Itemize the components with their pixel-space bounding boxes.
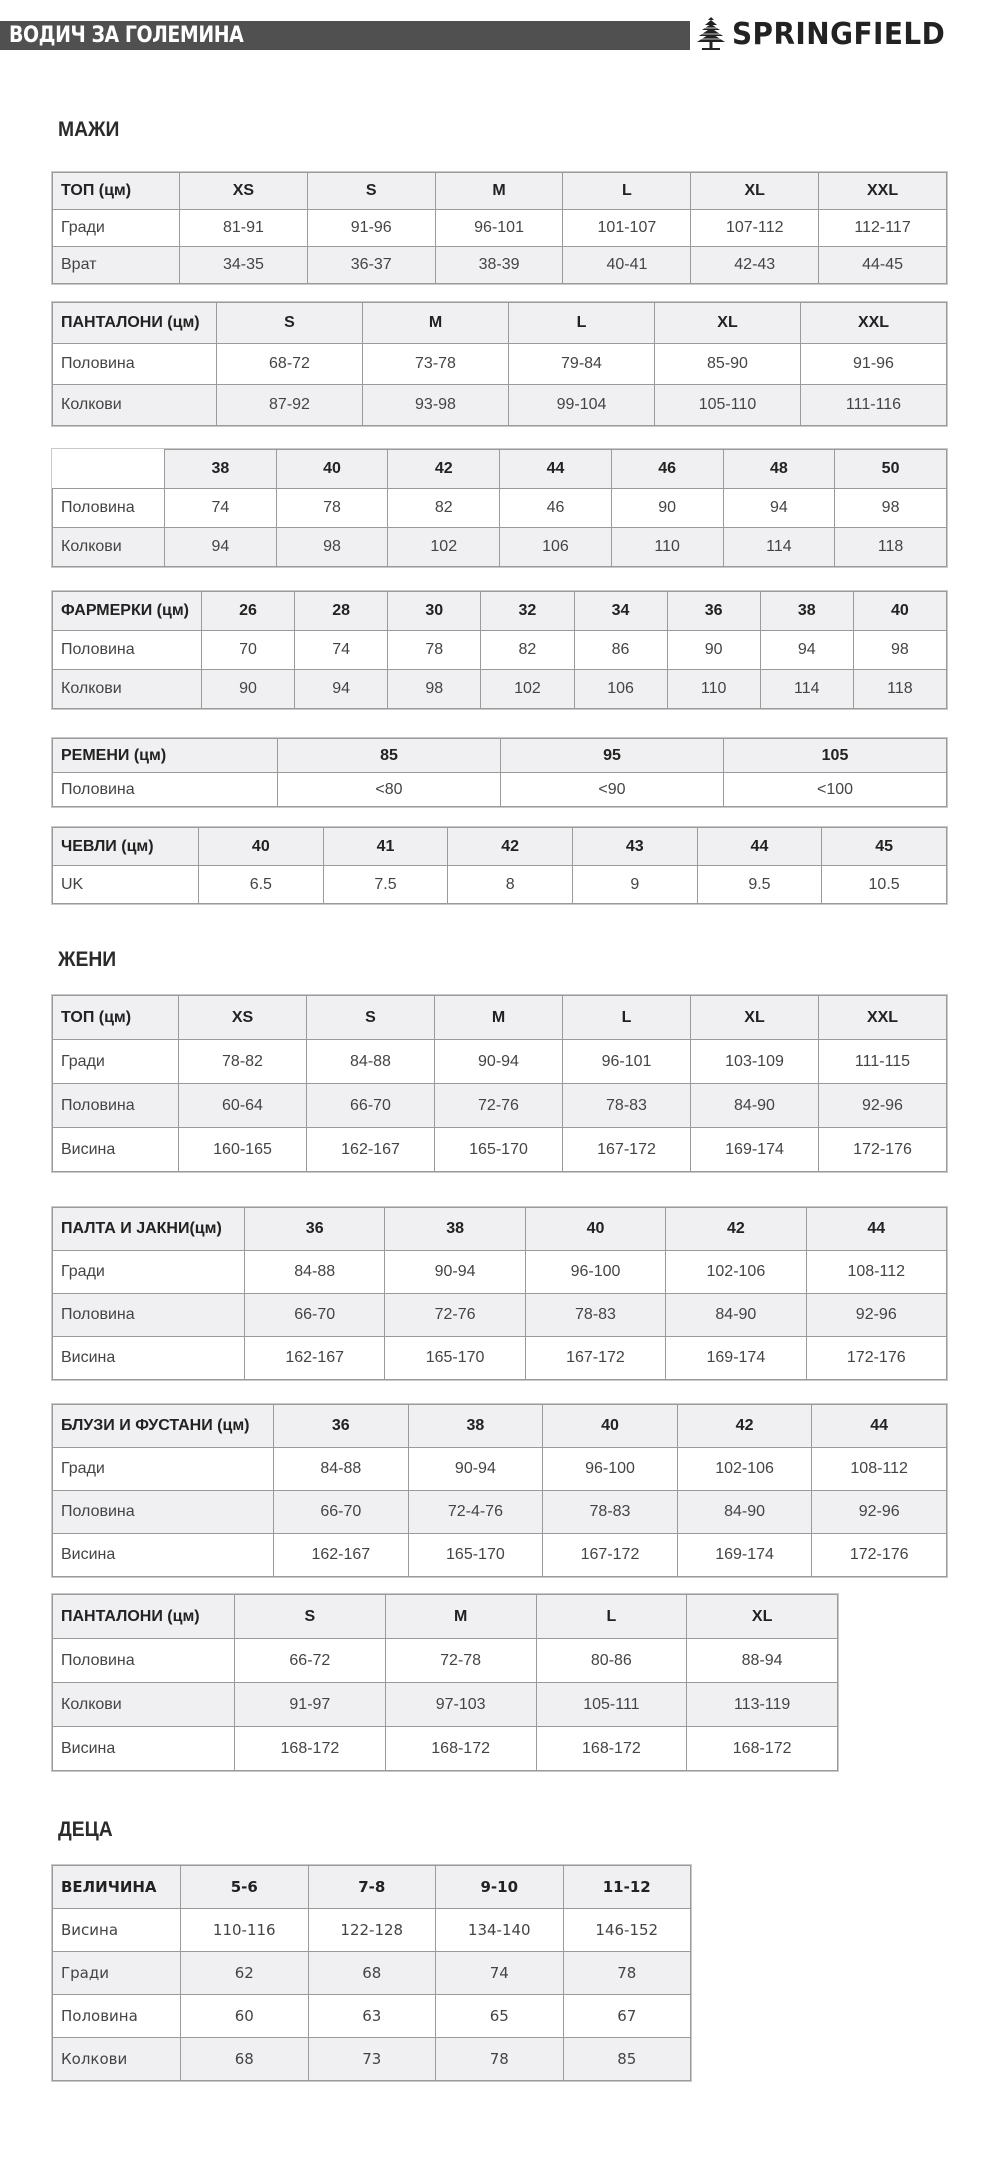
measurement-cell: 91-96	[307, 210, 435, 247]
size-header-cell: 46	[611, 450, 723, 489]
measurement-cell: 160-165	[179, 1128, 307, 1172]
measurement-cell: 78-83	[543, 1491, 678, 1534]
section-title-men: МАЖИ	[58, 118, 120, 141]
measurement-cell: 172-176	[806, 1337, 946, 1380]
row-label-cell: Висина	[53, 1337, 245, 1380]
size-header-cell: 43	[572, 828, 697, 866]
measurement-cell: 36-37	[307, 247, 435, 284]
measurement-cell: 82	[481, 631, 574, 670]
measurement-cell: 78	[436, 2038, 564, 2081]
row-label-cell: Гради	[53, 1952, 181, 1995]
measurement-cell: 60	[181, 1995, 309, 2038]
row-label-cell: Колкови	[53, 385, 217, 426]
measurement-cell: 92-96	[806, 1294, 946, 1337]
measurement-cell: 114	[760, 670, 853, 709]
table-header-row	[53, 1405, 947, 1448]
row-label-cell: Половина	[53, 1995, 181, 2038]
measurement-cell: 86	[574, 631, 667, 670]
measurement-cell: 165-170	[408, 1534, 543, 1577]
size-header-cell: 34	[574, 592, 667, 631]
table-title-cell: ЧЕВЛИ (цм)	[53, 828, 199, 866]
size-header-cell: 44	[697, 828, 822, 866]
measurement-cell: 62	[181, 1952, 309, 1995]
size-header-cell: L	[563, 996, 691, 1040]
measurement-cell: 168-172	[385, 1727, 536, 1771]
size-header-cell: XXL	[819, 996, 947, 1040]
measurement-cell: 99-104	[509, 385, 655, 426]
measurement-cell: 72-76	[435, 1084, 563, 1128]
row-label-cell: Колкови	[53, 670, 202, 709]
row-label-cell: Половина	[53, 1491, 274, 1534]
size-header-cell: XL	[687, 1595, 838, 1639]
table-row	[53, 1683, 838, 1727]
table-row	[53, 385, 947, 426]
table-header-row	[53, 996, 947, 1040]
measurement-cell: 42-43	[691, 247, 819, 284]
table-header-row	[53, 592, 947, 631]
measurement-cell: 105-110	[655, 385, 801, 426]
size-header-cell: 30	[388, 592, 481, 631]
size-header-cell: 38	[408, 1405, 543, 1448]
size-header-cell: XXL	[819, 173, 947, 210]
row-label-cell: Висина	[53, 1727, 235, 1771]
measurement-cell: 98	[276, 528, 388, 567]
table-row	[53, 1294, 947, 1337]
measurement-cell: 85	[563, 2038, 691, 2081]
row-label-cell: Половина	[53, 1294, 245, 1337]
size-header-cell: 40	[853, 592, 946, 631]
table-title-cell: ФАРМЕРКИ (цм)	[53, 592, 202, 631]
size-header-cell: S	[235, 1595, 386, 1639]
measurement-cell: 169-174	[666, 1337, 806, 1380]
table-row	[53, 866, 947, 904]
size-header-cell: 40	[199, 828, 324, 866]
size-header-cell: S	[307, 996, 435, 1040]
size-header-cell: XS	[179, 996, 307, 1040]
measurement-cell: 98	[835, 489, 947, 528]
size-header-cell: 42	[388, 450, 500, 489]
measurement-cell: 65	[436, 1995, 564, 2038]
measurement-cell: 68	[181, 2038, 309, 2081]
row-label-cell: Колкови	[53, 2038, 181, 2081]
size-header-cell: 85	[278, 739, 501, 773]
measurement-cell: 110	[667, 670, 760, 709]
measurement-cell: 74	[165, 489, 277, 528]
women-top-table	[52, 995, 947, 1172]
measurement-cell: 108-112	[806, 1251, 946, 1294]
size-header-cell: 11-12	[563, 1866, 691, 1909]
measurement-cell: 68	[308, 1952, 436, 1995]
row-label-cell: Гради	[53, 1251, 245, 1294]
table-header-row	[53, 1208, 947, 1251]
table-title-cell: ТОП (цм)	[53, 996, 179, 1040]
table-row	[53, 1727, 838, 1771]
measurement-cell: 66-70	[245, 1294, 385, 1337]
measurement-cell: 90-94	[385, 1251, 525, 1294]
size-header-cell: 44	[500, 450, 612, 489]
measurement-cell: 66-70	[307, 1084, 435, 1128]
measurement-cell: 169-174	[677, 1534, 812, 1577]
measurement-cell: 111-115	[819, 1040, 947, 1084]
size-header-cell: 44	[812, 1405, 947, 1448]
table-row	[53, 1952, 691, 1995]
women-pants-table	[52, 1594, 838, 1771]
measurement-cell: 101-107	[563, 210, 691, 247]
table-title-cell: ТОП (цм)	[53, 173, 180, 210]
measurement-cell: 93-98	[363, 385, 509, 426]
row-label-cell: Висина	[53, 1534, 274, 1577]
measurement-cell: 96-101	[563, 1040, 691, 1084]
table-row	[53, 773, 947, 807]
measurement-cell: 78	[388, 631, 481, 670]
measurement-cell: 92-96	[819, 1084, 947, 1128]
row-label-cell: Гради	[53, 1040, 179, 1084]
size-header-cell: 7-8	[308, 1866, 436, 1909]
brand-name: SPRINGFIELD	[732, 16, 946, 52]
table-row	[53, 1128, 947, 1172]
table-title-cell: ПАНТАЛОНИ (цм)	[53, 1595, 235, 1639]
size-header-cell: S	[217, 303, 363, 344]
measurement-cell: 66-70	[274, 1491, 409, 1534]
row-label-cell: Гради	[53, 1448, 274, 1491]
size-header-cell: M	[385, 1595, 536, 1639]
size-header-cell: XL	[691, 173, 819, 210]
measurement-cell: 91-97	[235, 1683, 386, 1727]
page-title: ВОДИЧ ЗА ГОЛЕМИНА	[9, 23, 244, 48]
size-header-cell: 40	[276, 450, 388, 489]
measurement-cell: 63	[308, 1995, 436, 2038]
size-header-cell: 105	[724, 739, 947, 773]
women-coats-table	[52, 1207, 947, 1380]
row-label-cell: Половина	[53, 344, 217, 385]
measurement-cell: 9	[572, 866, 697, 904]
table-row	[53, 1251, 947, 1294]
table-title-cell: ПАЛТА И ЈАКНИ(цм)	[53, 1208, 245, 1251]
measurement-cell: 96-101	[435, 210, 563, 247]
measurement-cell: 102-106	[666, 1251, 806, 1294]
size-header-cell: 26	[202, 592, 295, 631]
measurement-cell: 97-103	[385, 1683, 536, 1727]
measurement-cell: 78-83	[563, 1084, 691, 1128]
size-header-cell: M	[363, 303, 509, 344]
size-header-cell: XL	[691, 996, 819, 1040]
measurement-cell: 90	[611, 489, 723, 528]
measurement-cell: 168-172	[235, 1727, 386, 1771]
table-title-cell	[53, 450, 165, 489]
measurement-cell: 162-167	[307, 1128, 435, 1172]
measurement-cell: 84-88	[245, 1251, 385, 1294]
size-header-cell: 5-6	[181, 1866, 309, 1909]
measurement-cell: 60-64	[179, 1084, 307, 1128]
measurement-cell: 114	[723, 528, 835, 567]
table-title-cell: ВЕЛИЧИНА	[53, 1866, 181, 1909]
size-header-cell: 44	[806, 1208, 946, 1251]
measurement-cell: 78	[563, 1952, 691, 1995]
table-row	[53, 1491, 947, 1534]
table-row	[53, 528, 947, 567]
row-label-cell: Колкови	[53, 1683, 235, 1727]
measurement-cell: 79-84	[509, 344, 655, 385]
measurement-cell: 34-35	[180, 247, 308, 284]
table-row	[53, 1995, 691, 2038]
measurement-cell: 111-116	[801, 385, 947, 426]
size-header-cell: 42	[448, 828, 573, 866]
measurement-cell: 168-172	[687, 1727, 838, 1771]
size-header-cell: 48	[723, 450, 835, 489]
measurement-cell: 84-90	[691, 1084, 819, 1128]
table-header-row	[53, 450, 947, 489]
table-row	[53, 489, 947, 528]
measurement-cell: 90-94	[435, 1040, 563, 1084]
kids-table	[52, 1865, 691, 2081]
size-header-cell: 95	[501, 739, 724, 773]
measurement-cell: 108-112	[812, 1448, 947, 1491]
measurement-cell: 102-106	[677, 1448, 812, 1491]
measurement-cell: 81-91	[180, 210, 308, 247]
size-header-cell: L	[563, 173, 691, 210]
size-header-cell: XL	[655, 303, 801, 344]
table-row	[53, 2038, 691, 2081]
table-row	[53, 1639, 838, 1683]
measurement-cell: 134-140	[436, 1909, 564, 1952]
table-row	[53, 1448, 947, 1491]
size-header-cell: M	[435, 996, 563, 1040]
measurement-cell: 84-88	[307, 1040, 435, 1084]
row-label-cell: Колкови	[53, 528, 165, 567]
measurement-cell: 162-167	[274, 1534, 409, 1577]
measurement-cell: 165-170	[385, 1337, 525, 1380]
measurement-cell: 94	[295, 670, 388, 709]
measurement-cell: 165-170	[435, 1128, 563, 1172]
table-title-cell: РЕМЕНИ (цм)	[53, 739, 278, 773]
section-title-women: ЖЕНИ	[58, 948, 117, 971]
measurement-cell: <100	[724, 773, 947, 807]
row-label-cell: UK	[53, 866, 199, 904]
measurement-cell: 91-96	[801, 344, 947, 385]
row-label-cell: Висина	[53, 1909, 181, 1952]
row-label-cell: Висина	[53, 1128, 179, 1172]
measurement-cell: 90	[667, 631, 760, 670]
measurement-cell: 169-174	[691, 1128, 819, 1172]
size-header-cell: 32	[481, 592, 574, 631]
size-header-cell: S	[307, 173, 435, 210]
table-row	[53, 344, 947, 385]
row-label-cell: Половина	[53, 631, 202, 670]
table-row	[53, 1909, 691, 1952]
table-header-row	[53, 303, 947, 344]
measurement-cell: 73-78	[363, 344, 509, 385]
size-header-cell: 38	[385, 1208, 525, 1251]
brand-logo	[694, 14, 961, 54]
measurement-cell: 78	[276, 489, 388, 528]
size-header-cell: 42	[666, 1208, 806, 1251]
measurement-cell: 84-90	[666, 1294, 806, 1337]
measurement-cell: 84-88	[274, 1448, 409, 1491]
table-row	[53, 247, 947, 284]
measurement-cell: 7.5	[323, 866, 448, 904]
row-label-cell: Гради	[53, 210, 180, 247]
size-header-cell: 36	[274, 1405, 409, 1448]
measurement-cell: 118	[835, 528, 947, 567]
measurement-cell: 110-116	[181, 1909, 309, 1952]
table-header-row	[53, 739, 947, 773]
measurement-cell: 103-109	[691, 1040, 819, 1084]
measurement-cell: 10.5	[822, 866, 947, 904]
measurement-cell: 68-72	[217, 344, 363, 385]
measurement-cell: 106	[574, 670, 667, 709]
table-row	[53, 210, 947, 247]
measurement-cell: 92-96	[812, 1491, 947, 1534]
measurement-cell: 6.5	[199, 866, 324, 904]
size-header-cell: 28	[295, 592, 388, 631]
measurement-cell: 168-172	[536, 1727, 687, 1771]
size-header-cell: L	[509, 303, 655, 344]
size-header-cell: 36	[667, 592, 760, 631]
table-header-row	[53, 828, 947, 866]
measurement-cell: 102	[481, 670, 574, 709]
table-row	[53, 1040, 947, 1084]
measurement-cell: 44-45	[819, 247, 947, 284]
measurement-cell: 87-92	[217, 385, 363, 426]
measurement-cell: 72-76	[385, 1294, 525, 1337]
measurement-cell: 90-94	[408, 1448, 543, 1491]
size-header-cell: L	[536, 1595, 687, 1639]
table-row	[53, 1337, 947, 1380]
measurement-cell: 46	[500, 489, 612, 528]
measurement-cell: 88-94	[687, 1639, 838, 1683]
measurement-cell: 90	[202, 670, 295, 709]
measurement-cell: 67	[563, 1995, 691, 2038]
measurement-cell: 167-172	[563, 1128, 691, 1172]
size-header-cell: 38	[165, 450, 277, 489]
section-title-kids: ДЕЦА	[58, 1818, 113, 1841]
men-shoes-table	[52, 827, 947, 904]
measurement-cell: 70	[202, 631, 295, 670]
row-label-cell: Половина	[53, 1084, 179, 1128]
men-belts-table	[52, 738, 947, 807]
measurement-cell: 96-100	[525, 1251, 665, 1294]
size-header-cell: 38	[760, 592, 853, 631]
men-pants-numeric-table	[52, 449, 947, 567]
measurement-cell: 78-83	[525, 1294, 665, 1337]
row-label-cell: Врат	[53, 247, 180, 284]
size-header-cell: M	[435, 173, 563, 210]
table-title-cell: ПАНТАЛОНИ (цм)	[53, 303, 217, 344]
measurement-cell: 98	[853, 631, 946, 670]
men-top-table	[52, 172, 947, 284]
measurement-cell: 8	[448, 866, 573, 904]
size-header-cell: 42	[677, 1405, 812, 1448]
measurement-cell: 167-172	[525, 1337, 665, 1380]
size-header-cell: 40	[543, 1405, 678, 1448]
measurement-cell: 94	[165, 528, 277, 567]
measurement-cell: 162-167	[245, 1337, 385, 1380]
table-header-row	[53, 1866, 691, 1909]
measurement-cell: <80	[278, 773, 501, 807]
measurement-cell: 40-41	[563, 247, 691, 284]
table-row	[53, 631, 947, 670]
measurement-cell: 110	[611, 528, 723, 567]
measurement-cell: 82	[388, 489, 500, 528]
row-label-cell: Половина	[53, 1639, 235, 1683]
table-row	[53, 1084, 947, 1128]
measurement-cell: 102	[388, 528, 500, 567]
measurement-cell: <90	[501, 773, 724, 807]
measurement-cell: 78-82	[179, 1040, 307, 1084]
size-header-cell: 9-10	[436, 1866, 564, 1909]
measurement-cell: 118	[853, 670, 946, 709]
measurement-cell: 94	[723, 489, 835, 528]
measurement-cell: 74	[295, 631, 388, 670]
measurement-cell: 74	[436, 1952, 564, 1995]
measurement-cell: 107-112	[691, 210, 819, 247]
measurement-cell: 172-176	[812, 1534, 947, 1577]
size-header-cell: 45	[822, 828, 947, 866]
table-title-cell: БЛУЗИ И ФУСТАНИ (цм)	[53, 1405, 274, 1448]
size-header-cell: 36	[245, 1208, 385, 1251]
measurement-cell: 96-100	[543, 1448, 678, 1491]
row-label-cell: Половина	[53, 489, 165, 528]
measurement-cell: 113-119	[687, 1683, 838, 1727]
measurement-cell: 105-111	[536, 1683, 687, 1727]
measurement-cell: 112-117	[819, 210, 947, 247]
table-row	[53, 1534, 947, 1577]
women-blouses-table	[52, 1404, 947, 1577]
measurement-cell: 98	[388, 670, 481, 709]
measurement-cell: 80-86	[536, 1639, 687, 1683]
size-header-cell: 41	[323, 828, 448, 866]
tree-icon	[694, 15, 728, 53]
measurement-cell: 106	[500, 528, 612, 567]
measurement-cell: 94	[760, 631, 853, 670]
table-row	[53, 670, 947, 709]
measurement-cell: 122-128	[308, 1909, 436, 1952]
table-header-row	[53, 173, 947, 210]
size-header-cell: XXL	[801, 303, 947, 344]
men-pants-table	[52, 302, 947, 426]
measurement-cell: 73	[308, 2038, 436, 2081]
measurement-cell: 72-4-76	[408, 1491, 543, 1534]
measurement-cell: 146-152	[563, 1909, 691, 1952]
measurement-cell: 167-172	[543, 1534, 678, 1577]
measurement-cell: 84-90	[677, 1491, 812, 1534]
measurement-cell: 9.5	[697, 866, 822, 904]
size-header-cell: XS	[180, 173, 308, 210]
measurement-cell: 66-72	[235, 1639, 386, 1683]
measurement-cell: 172-176	[819, 1128, 947, 1172]
men-jeans-table	[52, 591, 947, 709]
measurement-cell: 38-39	[435, 247, 563, 284]
row-label-cell: Половина	[53, 773, 278, 807]
measurement-cell: 85-90	[655, 344, 801, 385]
header-bar	[0, 21, 690, 50]
measurement-cell: 72-78	[385, 1639, 536, 1683]
size-header-cell: 40	[525, 1208, 665, 1251]
size-header-cell: 50	[835, 450, 947, 489]
table-header-row	[53, 1595, 838, 1639]
